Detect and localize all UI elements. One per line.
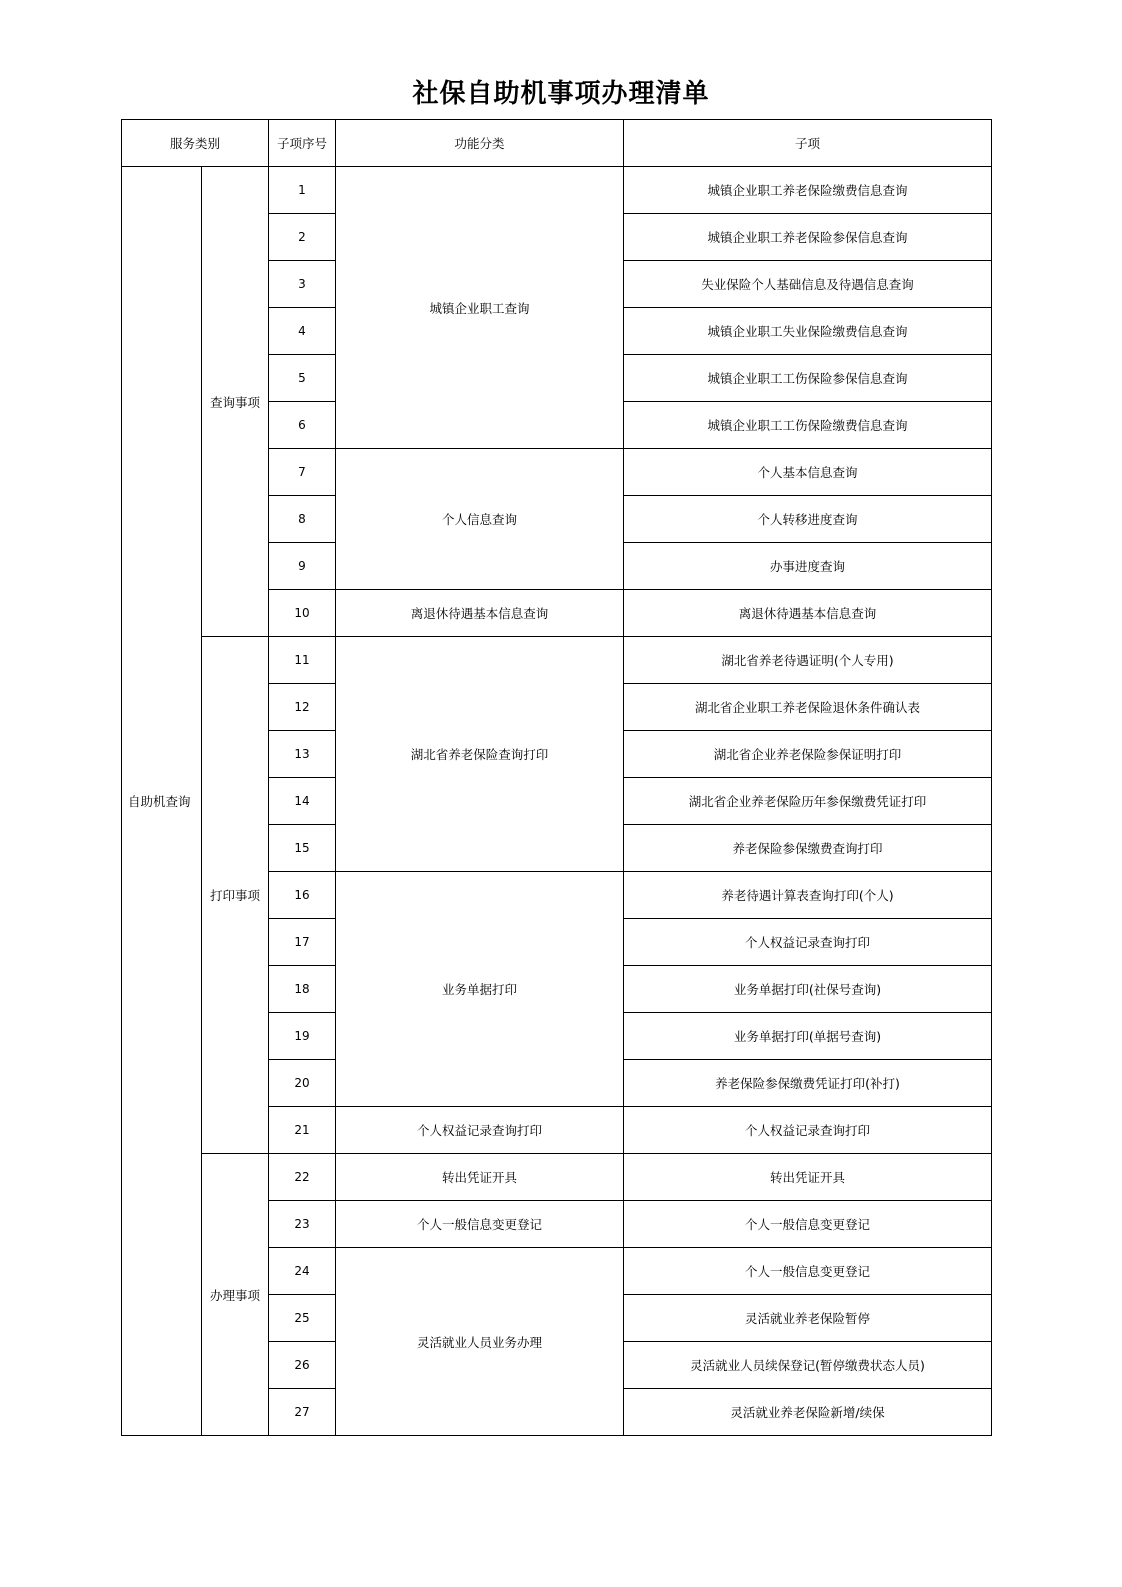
seq-cell: 21 [269, 1107, 336, 1154]
header-service-type: 服务类别 [122, 120, 269, 167]
sub-item-cell: 养老保险参保缴费凭证打印(补打) [624, 1060, 992, 1107]
seq-cell: 11 [269, 637, 336, 684]
header-seq: 子项序号 [269, 120, 336, 167]
sub-item-cell: 个人基本信息查询 [624, 449, 992, 496]
seq-cell: 16 [269, 872, 336, 919]
function-category-cell: 个人信息查询 [336, 449, 624, 590]
table-row [122, 1154, 992, 1201]
sub-item-cell: 养老保险参保缴费查询打印 [624, 825, 992, 872]
seq-cell: 9 [269, 543, 336, 590]
group-name-cell: 查询事项 [202, 167, 269, 637]
seq-cell: 27 [269, 1389, 336, 1436]
function-category-cell: 城镇企业职工查询 [336, 167, 624, 449]
seq-cell: 5 [269, 355, 336, 402]
table-body [122, 167, 992, 1436]
sub-item-cell: 灵活就业人员续保登记(暂停缴费状态人员) [624, 1342, 992, 1389]
sub-item-cell: 养老待遇计算表查询打印(个人) [624, 872, 992, 919]
seq-cell: 23 [269, 1201, 336, 1248]
sub-item-cell: 城镇企业职工养老保险缴费信息查询 [624, 167, 992, 214]
function-category-cell: 离退休待遇基本信息查询 [336, 590, 624, 637]
sub-item-cell: 湖北省企业养老保险历年参保缴费凭证打印 [624, 778, 992, 825]
sub-item-cell: 城镇企业职工工伤保险缴费信息查询 [624, 402, 992, 449]
seq-cell: 24 [269, 1248, 336, 1295]
seq-cell: 2 [269, 214, 336, 261]
sub-item-cell: 个人权益记录查询打印 [624, 919, 992, 966]
group-name-cell: 打印事项 [202, 637, 269, 1154]
sub-item-cell: 失业保险个人基础信息及待遇信息查询 [624, 261, 992, 308]
seq-cell: 4 [269, 308, 336, 355]
seq-cell: 8 [269, 496, 336, 543]
function-category-cell: 灵活就业人员业务办理 [336, 1248, 624, 1436]
group-name-cell: 办理事项 [202, 1154, 269, 1436]
table-header-row [122, 120, 992, 167]
sub-item-cell: 湖北省企业职工养老保险退休条件确认表 [624, 684, 992, 731]
table-row [122, 167, 992, 214]
function-category-cell: 湖北省养老保险查询打印 [336, 637, 624, 872]
function-category-cell: 个人一般信息变更登记 [336, 1201, 624, 1248]
sub-item-cell: 个人转移进度查询 [624, 496, 992, 543]
sub-item-cell: 湖北省企业养老保险参保证明打印 [624, 731, 992, 778]
sub-item-cell: 离退休待遇基本信息查询 [624, 590, 992, 637]
sub-item-cell: 个人一般信息变更登记 [624, 1248, 992, 1295]
sub-item-cell: 城镇企业职工失业保险缴费信息查询 [624, 308, 992, 355]
seq-cell: 3 [269, 261, 336, 308]
seq-cell: 7 [269, 449, 336, 496]
document-title: 社保自助机事项办理清单 [412, 79, 710, 109]
sub-item-cell: 个人一般信息变更登记 [624, 1201, 992, 1248]
sub-item-cell: 城镇企业职工养老保险参保信息查询 [624, 214, 992, 261]
seq-cell: 20 [269, 1060, 336, 1107]
seq-cell: 6 [269, 402, 336, 449]
service-type-cell: 自助机查询 [122, 167, 202, 1436]
seq-cell: 19 [269, 1013, 336, 1060]
header-function-category: 功能分类 [336, 120, 624, 167]
sub-item-cell: 业务单据打印(社保号查询) [624, 966, 992, 1013]
seq-cell: 18 [269, 966, 336, 1013]
sub-item-cell: 转出凭证开具 [624, 1154, 992, 1201]
sub-item-cell: 业务单据打印(单据号查询) [624, 1013, 992, 1060]
function-category-cell: 转出凭证开具 [336, 1154, 624, 1201]
sub-item-cell: 湖北省养老待遇证明(个人专用) [624, 637, 992, 684]
service-list-table [121, 119, 992, 1436]
seq-cell: 15 [269, 825, 336, 872]
seq-cell: 10 [269, 590, 336, 637]
table-row [122, 637, 992, 684]
function-category-cell: 业务单据打印 [336, 872, 624, 1107]
seq-cell: 17 [269, 919, 336, 966]
seq-cell: 22 [269, 1154, 336, 1201]
function-category-cell: 个人权益记录查询打印 [336, 1107, 624, 1154]
sub-item-cell: 城镇企业职工工伤保险参保信息查询 [624, 355, 992, 402]
seq-cell: 26 [269, 1342, 336, 1389]
header-sub-item: 子项 [624, 120, 992, 167]
seq-cell: 13 [269, 731, 336, 778]
seq-cell: 1 [269, 167, 336, 214]
seq-cell: 25 [269, 1295, 336, 1342]
sub-item-cell: 灵活就业养老保险暂停 [624, 1295, 992, 1342]
seq-cell: 12 [269, 684, 336, 731]
seq-cell: 14 [269, 778, 336, 825]
sub-item-cell: 灵活就业养老保险新增/续保 [624, 1389, 992, 1436]
sub-item-cell: 办事进度查询 [624, 543, 992, 590]
sub-item-cell: 个人权益记录查询打印 [624, 1107, 992, 1154]
